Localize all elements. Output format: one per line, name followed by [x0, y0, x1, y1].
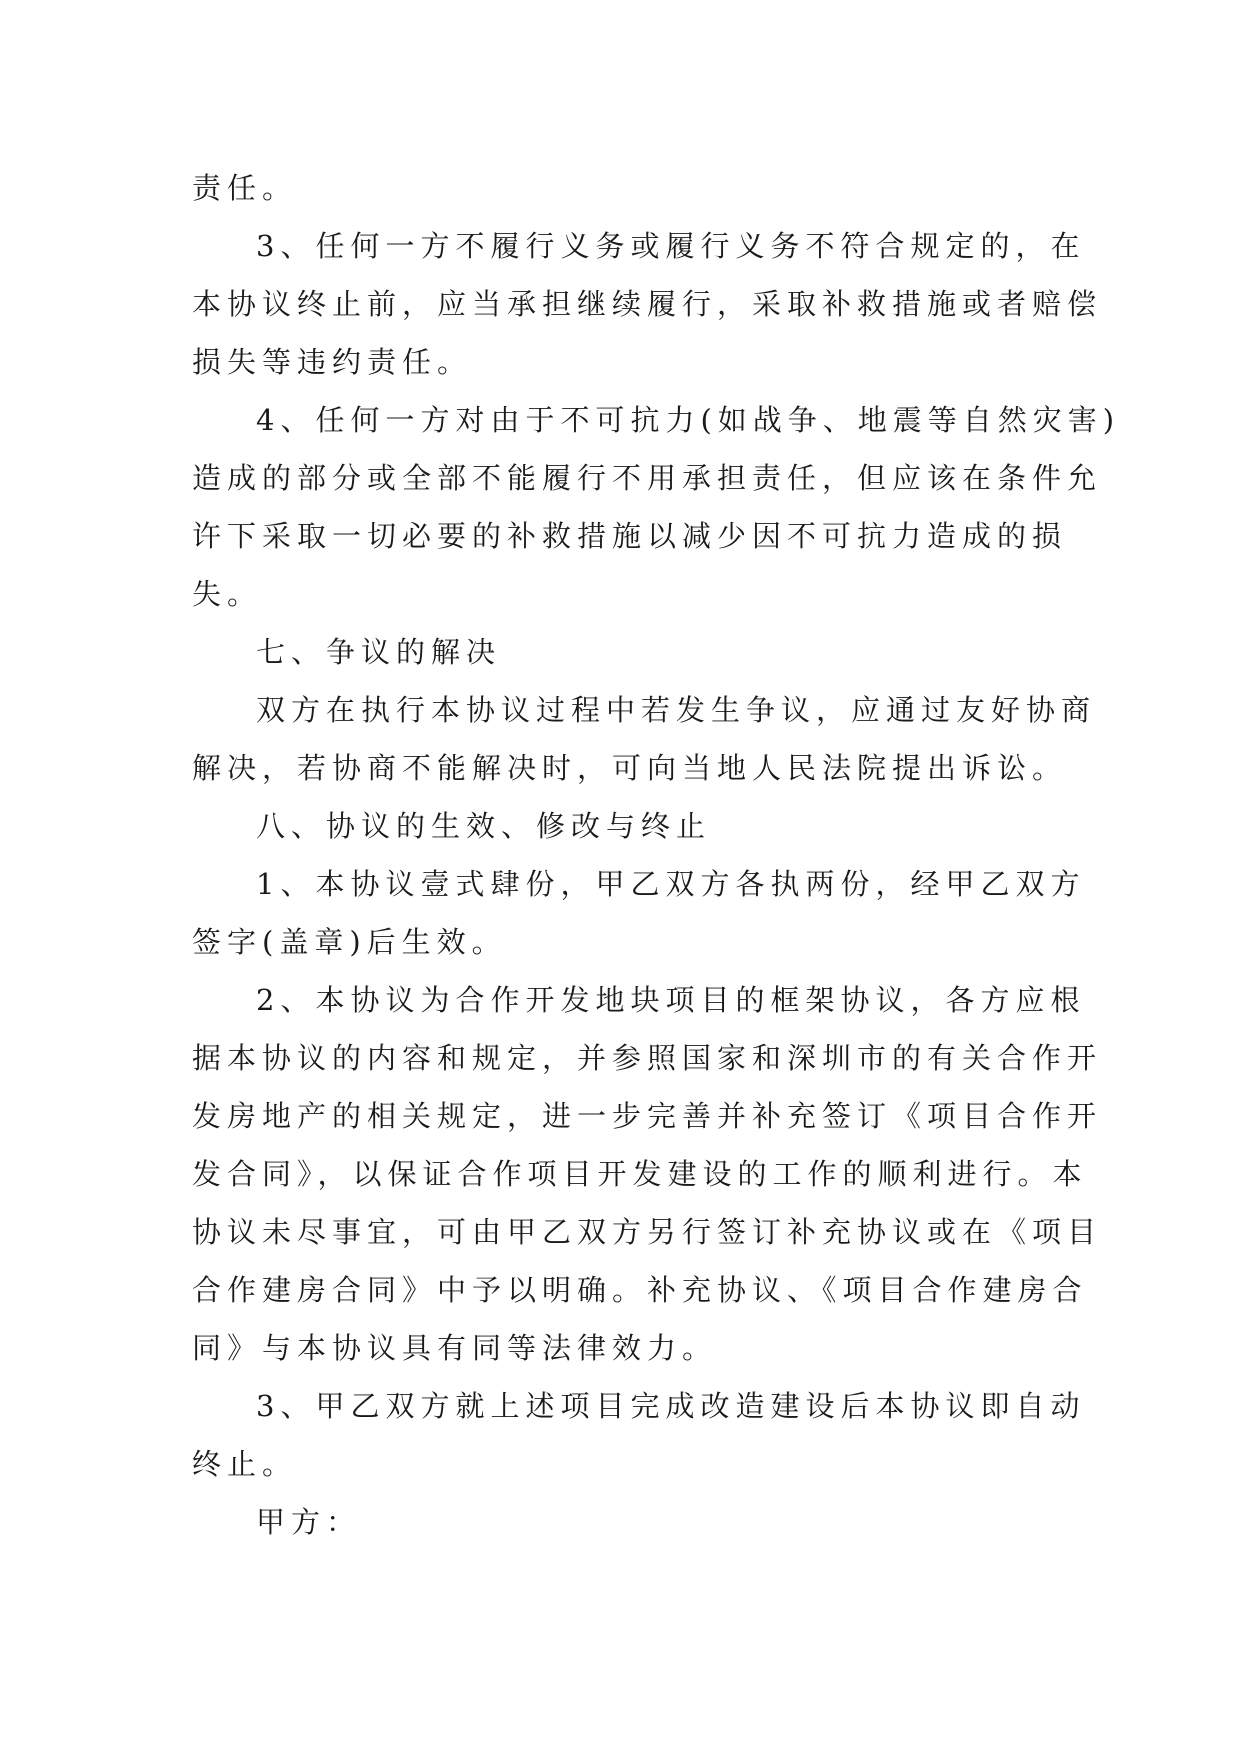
text-line-23: 终止。: [192, 1447, 298, 1481]
section-heading-effect: 八、协议的生效、修改与终止: [256, 809, 712, 843]
text-line-16: 据本协议的内容和规定，并参照国家和深圳市的有关合作开: [192, 1041, 1103, 1075]
text-line-3: 本协议终止前，应当承担继续履行，采取补救措施或者赔偿: [192, 287, 1103, 321]
text-line-11: 解决，若协商不能解决时，可向当地人民法院提出诉讼。: [192, 751, 1068, 785]
text-line-22: 3、甲乙双方就上述项目完成改造建设后本协议即自动: [256, 1389, 1086, 1423]
text-line-10: 双方在执行本协议过程中若发生争议，应通过友好协商: [256, 693, 1097, 727]
text-line-13: 1、本协议壹式肆份，甲乙双方各执两份，经甲乙双方: [256, 867, 1086, 901]
text-line-8: 失。: [192, 577, 263, 611]
party-a-label: 甲方：: [256, 1505, 362, 1539]
section-heading-dispute: 七、争议的解决: [256, 635, 502, 669]
text-line-15: 2、本协议为合作开发地块项目的框架协议，各方应根: [256, 983, 1086, 1017]
text-line-18: 发合同》，以保证合作项目开发建设的工作的顺利进行。本: [192, 1157, 1088, 1191]
text-line-21: 同》与本协议具有同等法律效力。: [192, 1331, 718, 1365]
document-body: [192, 159, 1121, 1551]
text-line-17: 发房地产的相关规定，进一步完善并补充签订《项目合作开: [192, 1099, 1103, 1133]
text-line-5: 4、任何一方对由于不可抗力(如战争、地震等自然灾害): [256, 403, 1121, 437]
text-line-19: 协议未尽事宜，可由甲乙双方另行签订补充协议或在《项目: [192, 1215, 1103, 1249]
text-line-2: 3、任何一方不履行义务或履行义务不符合规定的，在: [256, 229, 1086, 263]
text-line-4: 损失等违约责任。: [192, 345, 473, 379]
text-line-20: 合作建房合同》中予以明确。补充协议、《项目合作建房合: [192, 1273, 1088, 1307]
text-line-1: 责任。: [192, 171, 298, 205]
text-line-7: 许下采取一切必要的补救措施以减少因不可抗力造成的损: [192, 519, 1068, 553]
text-line-6: 造成的部分或全部不能履行不用承担责任，但应该在条件允: [192, 461, 1103, 495]
text-line-14: 签字(盖章)后生效。: [192, 925, 507, 959]
